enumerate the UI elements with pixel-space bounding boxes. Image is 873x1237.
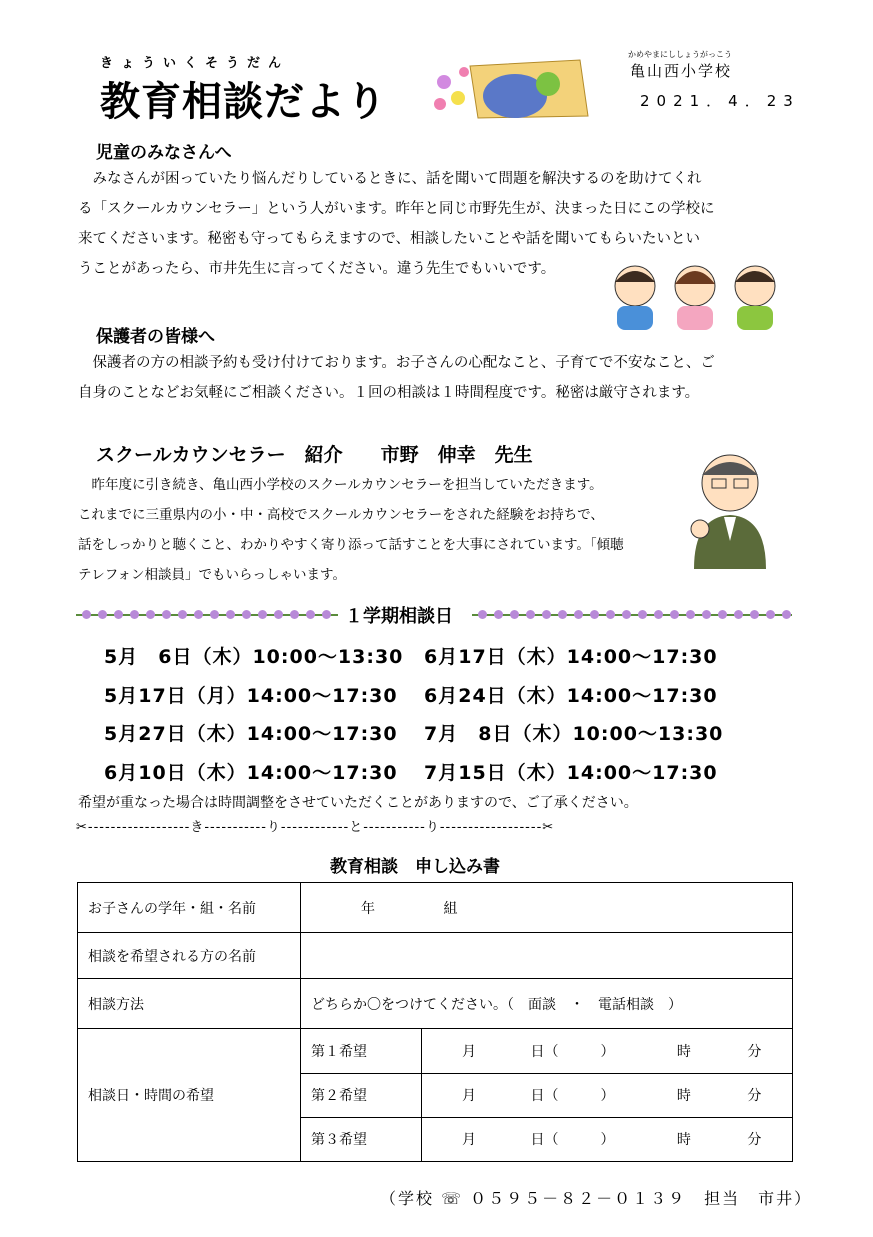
vine-flower bbox=[162, 610, 171, 619]
choice-fields[interactable] bbox=[422, 1029, 793, 1073]
parents-line: 自身のことなどお気軽にご相談ください。１回の相談は１時間程度です。秘密は厳守されます。 bbox=[78, 385, 700, 401]
choice-label: 第１希望 bbox=[301, 1029, 422, 1073]
schedule-note: 希望が重なった場合は時間調整をさせていただくことがありますので、ご了承ください。 bbox=[78, 795, 638, 811]
schedule-item: 5月 6日（木）10:00～13:30 bbox=[104, 646, 404, 668]
hour-label: 時 bbox=[676, 1043, 691, 1060]
month-label: 月 bbox=[462, 1088, 476, 1104]
minute-label: 分 bbox=[747, 1088, 762, 1104]
school-name: 亀山西小学校 bbox=[630, 62, 733, 80]
vine-flower bbox=[82, 610, 91, 619]
parents-paragraph bbox=[78, 348, 798, 408]
vine-flower bbox=[782, 610, 791, 619]
choice-label: 第３希望 bbox=[301, 1117, 422, 1161]
parents-heading: 保護者の皆様へ bbox=[96, 327, 215, 347]
contact-footer: （学校 ☏ ０５９５－８２－０１３９ 担当 市井） bbox=[380, 1189, 813, 1208]
day-label: 日（ ） bbox=[530, 1043, 615, 1060]
vine-flower bbox=[306, 610, 315, 619]
schedule-item: 5月17日（月）14:00～17:30 bbox=[104, 684, 398, 707]
application-form bbox=[77, 882, 793, 1162]
vine-flower bbox=[274, 610, 283, 619]
vine-flower bbox=[322, 610, 331, 619]
hour-label: 時 bbox=[676, 1088, 691, 1104]
vine-flower bbox=[558, 610, 567, 619]
hour-label: 時 bbox=[676, 1132, 691, 1149]
vine-flower bbox=[226, 610, 235, 619]
school-ruby: かめやまにししょうがっこう bbox=[628, 50, 732, 59]
vine-flower bbox=[258, 610, 267, 619]
form-label-parent: 相談を希望される方の名前 bbox=[78, 933, 301, 979]
schedule-item: 5月27日（木）14:00～17:30 bbox=[104, 723, 398, 745]
day-label: 日（ ） bbox=[530, 1088, 615, 1104]
vine-flower bbox=[702, 610, 711, 619]
vine-flower bbox=[654, 610, 663, 619]
choice-label: 第２希望 bbox=[301, 1073, 422, 1117]
counselor-heading: スクールカウンセラー 紹介 市野 伸幸 先生 bbox=[96, 444, 533, 466]
children-line: みなさんが困っていたり悩んだりしているときに、話を聞いて問題を解決するのを助けてくれ bbox=[78, 171, 702, 187]
children-line: る「スクールカウンセラー」という人がいます。昨年と同じ市野先生が、決まった日にこの学校に bbox=[78, 201, 715, 217]
vine-flower bbox=[242, 610, 251, 619]
year-label: 年 bbox=[361, 900, 375, 917]
form-label-child: お子さんの学年・組・名前 bbox=[78, 883, 301, 933]
schedule-left-column bbox=[104, 638, 403, 792]
counselor-line: 話をしっかりと聴くこと、わかりやすく寄り添って話すことを大事にされています。「傾聴 bbox=[78, 537, 624, 553]
vine-flower bbox=[590, 610, 599, 619]
flower-illustration bbox=[430, 58, 590, 120]
vine-flower bbox=[130, 610, 139, 619]
vine-flower bbox=[542, 610, 551, 619]
choice-fields[interactable] bbox=[422, 1073, 793, 1117]
cut-line: ✂------------------き-----------り------------と-----------り------------------✂ bbox=[76, 820, 555, 835]
vine-flower bbox=[750, 610, 759, 619]
vine-flower bbox=[686, 610, 695, 619]
vine-flower bbox=[478, 610, 487, 619]
schedule-item: 7月15日（木）14:00～17:30 bbox=[424, 761, 718, 784]
vine-flower bbox=[194, 610, 203, 619]
month-label: 月 bbox=[462, 1132, 476, 1149]
schedule-item: 6月24日（木）14:00～17:30 bbox=[424, 684, 718, 707]
schedule-item: 6月10日（木）14:00～17:30 bbox=[104, 761, 398, 784]
choice-fields[interactable] bbox=[422, 1117, 793, 1161]
vine-flower bbox=[210, 610, 219, 619]
form-label-method: 相談方法 bbox=[78, 979, 301, 1029]
form-title: 教育相談 申し込み書 bbox=[330, 857, 500, 877]
vine-decoration-right bbox=[472, 610, 792, 620]
choice-table bbox=[301, 1029, 792, 1161]
vine-flower bbox=[574, 610, 583, 619]
page-title: 教育相談だより bbox=[100, 79, 387, 125]
form-field-parent[interactable] bbox=[301, 933, 793, 979]
class-label: 組 bbox=[443, 900, 458, 917]
counselor-line: 昨年度に引き続き、亀山西小学校のスクールカウンセラーを担当していただきます。 bbox=[78, 477, 603, 493]
vine-flower bbox=[178, 610, 187, 619]
vine-flower bbox=[98, 610, 107, 619]
form-field-child[interactable] bbox=[301, 883, 793, 933]
schedule-item: 6月17日（木）14:00～17:30 bbox=[424, 646, 718, 668]
vine-flower bbox=[510, 610, 519, 619]
children-illustration bbox=[605, 262, 785, 332]
children-line: うことがあったら、市井先生に言ってください。違う先生でもいいです。 bbox=[78, 261, 556, 277]
counselor-paragraph bbox=[78, 470, 678, 590]
vine-flower bbox=[670, 610, 679, 619]
children-line: 来てくださいます。秘密も守ってもらえますので、相談したいことや話を聞いてもらいたいとい bbox=[78, 231, 701, 247]
minute-label: 分 bbox=[747, 1043, 762, 1060]
vine-flower bbox=[638, 610, 647, 619]
counselor-line: これまでに三重県内の小・中・高校でスクールカウンセラーをされた経験をお持ちで、 bbox=[78, 507, 604, 523]
vine-flower bbox=[290, 610, 299, 619]
vine-decoration-left bbox=[76, 610, 338, 620]
schedule-right-column bbox=[424, 638, 723, 792]
vine-flower bbox=[606, 610, 615, 619]
schedule-item: 7月 8日（木）10:00～13:30 bbox=[424, 723, 724, 745]
counselor-line: テレフォン相談員」でもいらっしゃいます。 bbox=[78, 567, 346, 583]
schedule-heading: １学期相談日 bbox=[345, 606, 453, 627]
parents-line: 保護者の方の相談予約も受け付けております。お子さんの心配なこと、子育てで不安なこと、ご bbox=[78, 355, 715, 371]
children-heading: 児童のみなさんへ bbox=[96, 143, 232, 163]
minute-label: 分 bbox=[747, 1132, 762, 1149]
vine-flower bbox=[766, 610, 775, 619]
vine-flower bbox=[622, 610, 631, 619]
day-label: 日（ ） bbox=[530, 1132, 615, 1149]
vine-flower bbox=[494, 610, 503, 619]
vine-flower bbox=[718, 610, 727, 619]
vine-flower bbox=[526, 610, 535, 619]
vine-flower bbox=[114, 610, 123, 619]
vine-flower bbox=[734, 610, 743, 619]
vine-flower bbox=[146, 610, 155, 619]
form-field-method[interactable]: どちらか〇をつけてください。（ 面談 ・ 電話相談 ） bbox=[301, 979, 793, 1029]
month-label: 月 bbox=[462, 1043, 476, 1060]
counselor-illustration bbox=[680, 445, 780, 570]
title-ruby: きょういくそうだん bbox=[100, 56, 290, 71]
issue-date: 2021．4．23 bbox=[640, 92, 800, 110]
form-label-datetime: 相談日・時間の希望 bbox=[78, 1029, 301, 1162]
